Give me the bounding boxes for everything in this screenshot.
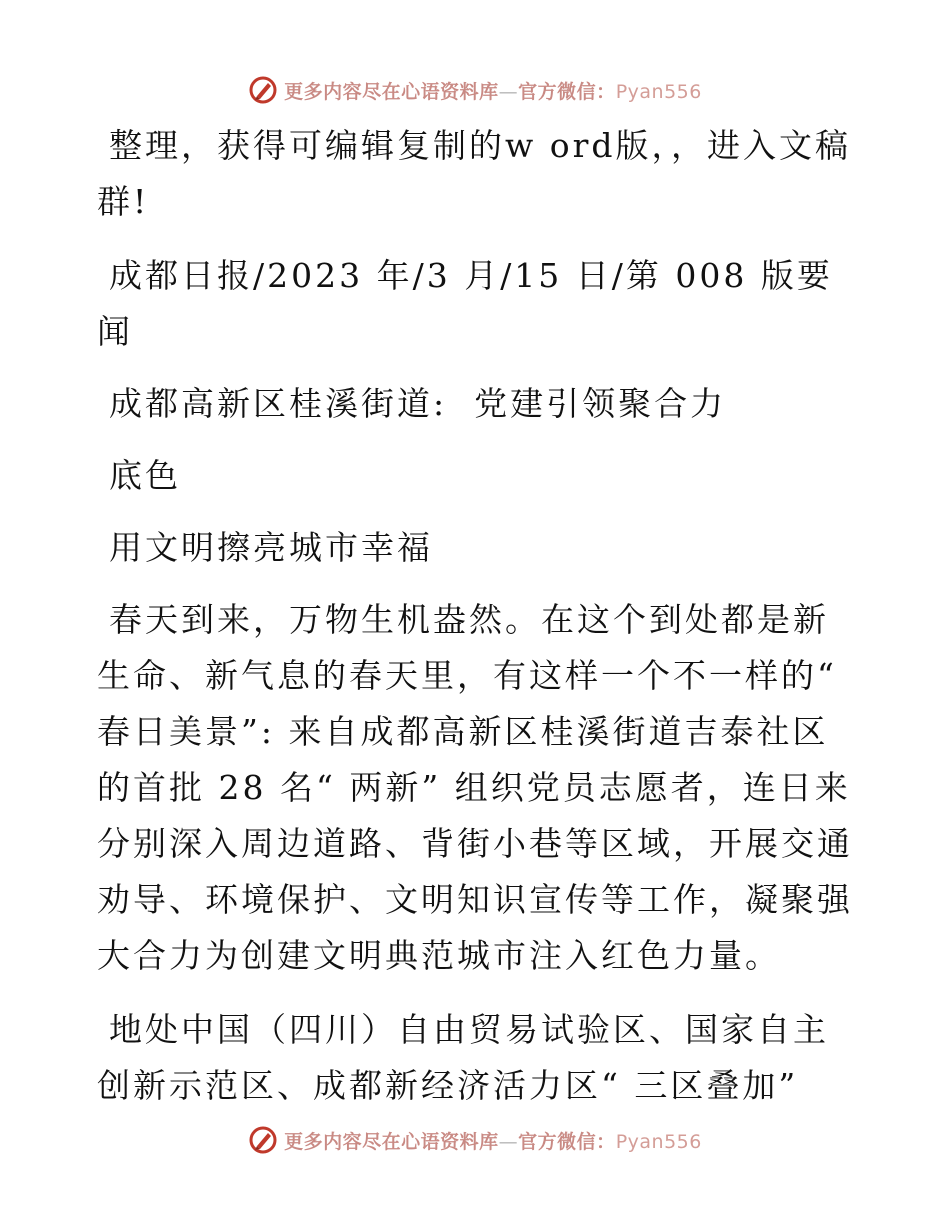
header-separator: — — [498, 80, 519, 103]
footer-separator: — — [498, 1130, 519, 1153]
paragraph-body-2: 地处中国（四川）自由贸易试验区、国家自主创新示范区、成都新经济活力区“ 三区叠加” — [97, 1010, 829, 1105]
header-banner-text — [284, 77, 702, 104]
header-banner — [0, 70, 950, 110]
header-wechat-label: 官方微信： — [518, 80, 616, 103]
header-brand: 更多内容尽在心语资料库 — [284, 80, 499, 103]
footer-wechat-id: Pyan556 — [615, 1130, 702, 1153]
header-wechat-id: Pyan556 — [615, 80, 702, 103]
paragraph-source: 成都日报/2023 年/3 月/15 日/第 008 版要闻 — [97, 256, 833, 351]
footer-banner-text — [284, 1127, 702, 1154]
paragraph-body-1: 春天到来，万物生机盎然。在这个到处都是新生命、新气息的春天里，有这样一个不一样的“ 春日美景”: 来自成都高新区桂溪街道吉泰社区的首批 28 名“ 两新” 组织党员志愿者，连日来分别深入周边道路、背街小巷等区域，开展交通劝导、环境保护、文明知识宣传等工作，凝聚强大合力为创建文明典范城市注入红色力量。 — [97, 600, 853, 975]
footer-brand: 更多内容尽在心语资料库 — [284, 1130, 499, 1153]
document-body — [97, 118, 857, 1132]
pen-logo-icon — [248, 1125, 278, 1155]
paragraph-subtitle: 用文明擦亮城市幸福 — [109, 528, 433, 567]
paragraph-intro: 整理，获得可编辑复制的w ord版，，进入文稿群! — [97, 126, 852, 221]
pen-logo-icon — [248, 75, 278, 105]
paragraph-headline: 成都高新区桂溪街道: 党建引领聚合力 — [109, 384, 727, 423]
paragraph-headline-cont: 底色 — [109, 456, 181, 495]
footer-wechat-label: 官方微信： — [518, 1130, 616, 1153]
footer-banner — [0, 1120, 950, 1160]
